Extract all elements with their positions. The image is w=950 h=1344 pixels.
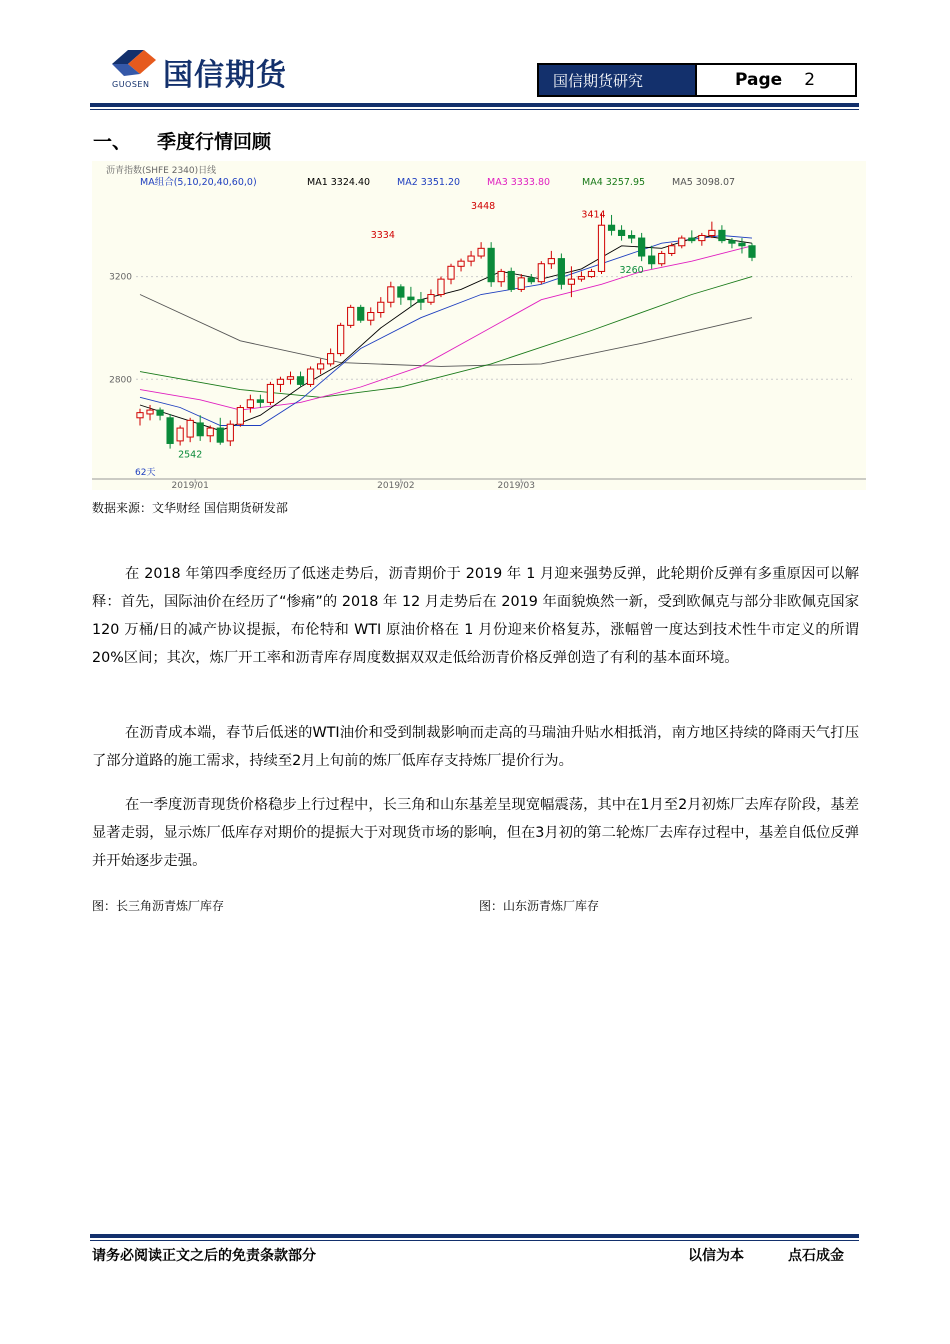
candle-up (478, 248, 484, 256)
chart-svg (92, 161, 866, 490)
header-box (537, 63, 857, 97)
candle-up (458, 261, 464, 266)
candle-down (719, 230, 725, 240)
candle-down (488, 248, 494, 281)
report-label: 国信期货研究 (539, 65, 697, 95)
logo-text: 国信期货 (163, 58, 287, 93)
candle-up (578, 277, 584, 280)
x-tick-label: 2019/01 (171, 481, 209, 490)
candle-up (448, 266, 454, 279)
candle-down (618, 230, 624, 235)
candle-up (538, 264, 544, 282)
annotation-2542: 2542 (178, 449, 203, 461)
candle-down (157, 410, 163, 415)
candle-up (227, 424, 233, 441)
paragraph-1: 在 2018 年第四季度经历了低迷走势后，沥青期价于 2019 年 1 月迎来强势反弹，此轮期价反弹有多重原因可以解释：首先，国际油价在经历了“惨痛”的 2018 年 12 月走势后在 2019 年面貌焕然一新，受到欧佩克与部分非欧佩克国家 120 万桶/日的减产协议提振，布伦特和 WTI 原油价格在 1 月份迎来价格复苏，涨幅曾一度达到技术性牛市定义的所谓 20%区间；其次，炼厂开工率和沥青库存周度数据双双走低给沥青价格反弹创造了有利的基本面环境。 (92, 566, 859, 666)
candle-down (749, 246, 755, 258)
candle-down (729, 241, 735, 244)
candle-up (207, 428, 213, 436)
candle-up (317, 364, 323, 369)
candle-up (368, 313, 374, 321)
logo-icon (110, 46, 158, 82)
candle-up (598, 225, 604, 271)
footer-rule (90, 1234, 859, 1238)
candle-up (709, 230, 715, 235)
data-source: 数据来源：文华财经 国信期货研发部 (92, 501, 288, 515)
paragraph-3: 在一季度沥青现货价格稳步上行过程中，长三角和山东基差呈现宽幅震荡，其中在1月至2月初炼厂去库存阶段，基差显著走弱，显示炼厂低库存对期价的提振大于对现货市场的影响，但在3月初的第二轮炼厂去库存过程中，基差自低位反弹并开始逐步走强。 (92, 797, 859, 869)
candle-up (468, 256, 474, 261)
ma-legend-ma2: MA2 3351.20 (397, 177, 461, 188)
candle-down (628, 235, 634, 238)
x-tick-label: 2019/03 (497, 481, 535, 490)
candle-up (669, 246, 675, 254)
candle-up (588, 271, 594, 276)
paragraph-2: 在沥青成本端，春节后低迷的WTI油价和受到制裁影响而走高的马瑞油升贴水相抵消，南方地区持续的降雨天气打压了部分道路的施工需求，持续至2月上旬前的炼厂低库存支持炼厂提价行为。 (92, 725, 859, 769)
ma-group-label: MA组合(5,10,20,40,60,0) (140, 177, 257, 188)
section-title (93, 127, 271, 154)
candle-down (217, 428, 223, 442)
annotation-3414: 3414 (581, 209, 606, 221)
candle-up (498, 271, 504, 281)
page-number: 2 (804, 70, 816, 90)
ma-legend-ma5: MA5 3098.07 (672, 177, 736, 188)
x-tick-label: 2019/02 (377, 481, 415, 490)
candle-up (438, 279, 444, 294)
candle-up (348, 307, 354, 325)
footer-motto-1: 以信为本 (688, 1248, 744, 1264)
candle-up (237, 408, 243, 425)
candle-down (358, 307, 364, 320)
ma-legend-ma3: MA3 3333.80 (487, 177, 551, 188)
candle-up (277, 379, 283, 384)
y-tick-label: 2800 (109, 375, 132, 386)
candle-up (287, 377, 293, 380)
candle-up (338, 325, 344, 353)
candle-up (699, 235, 705, 240)
footer-motto-2: 点石成金 (788, 1248, 844, 1264)
annotation-3260: 3260 (619, 265, 644, 277)
annotation-3334: 3334 (370, 230, 395, 242)
candle-down (689, 238, 695, 241)
candle-down (257, 400, 263, 403)
chart-title: 沥青指数(SHFE 2340)日线 (106, 166, 217, 176)
candle-down (167, 418, 173, 444)
candle-up (147, 410, 153, 414)
days-label: 62天 (135, 468, 156, 478)
candle-up (518, 278, 524, 290)
candle-up (328, 354, 334, 364)
candle-down (197, 423, 203, 436)
candle-down (739, 243, 745, 246)
candle-up (137, 413, 143, 418)
footer-disclaimer: 请务必阅读正文之后的免责条款部分 (92, 1248, 316, 1264)
caption-yangtze-inventory: 图：长三角沥青炼厂库存 (92, 899, 225, 913)
candle-up (267, 384, 273, 402)
annotation-3448: 3448 (471, 200, 496, 212)
ma-legend-ma1: MA1 3324.40 (307, 177, 371, 188)
section-title-text: 季度行情回顾 (157, 131, 272, 153)
price-chart (92, 161, 866, 490)
ma-legend-ma4: MA4 3257.95 (582, 177, 646, 188)
section-number: 一、 (93, 131, 132, 153)
candle-up (568, 279, 574, 284)
candle-up (679, 238, 685, 246)
caption-shandong-inventory: 图：山东沥青炼厂库存 (479, 899, 600, 913)
candle-up (659, 253, 665, 263)
candle-up (247, 400, 253, 408)
candle-up (177, 428, 183, 441)
candle-down (418, 300, 424, 303)
candle-down (608, 225, 614, 230)
candle-up (388, 287, 394, 302)
footer-rule-thin (90, 1240, 859, 1241)
candle-up (307, 369, 313, 384)
candle-down (508, 271, 514, 289)
candle-down (398, 287, 404, 297)
header-rule (90, 103, 859, 107)
header-rule-thin (90, 109, 859, 110)
candle-down (558, 259, 564, 285)
page-indicator (697, 65, 855, 95)
candle-down (297, 377, 303, 385)
candle-up (378, 302, 384, 312)
candle-down (639, 238, 645, 256)
candle-up (187, 420, 193, 437)
candle-up (428, 295, 434, 303)
page-label: Page (735, 70, 783, 90)
candle-down (649, 256, 655, 264)
candle-down (408, 297, 414, 300)
y-tick-label: 3200 (109, 272, 132, 283)
logo-subtext: GUOSEN (112, 80, 150, 89)
candle-down (528, 278, 534, 282)
candle-up (548, 259, 554, 264)
